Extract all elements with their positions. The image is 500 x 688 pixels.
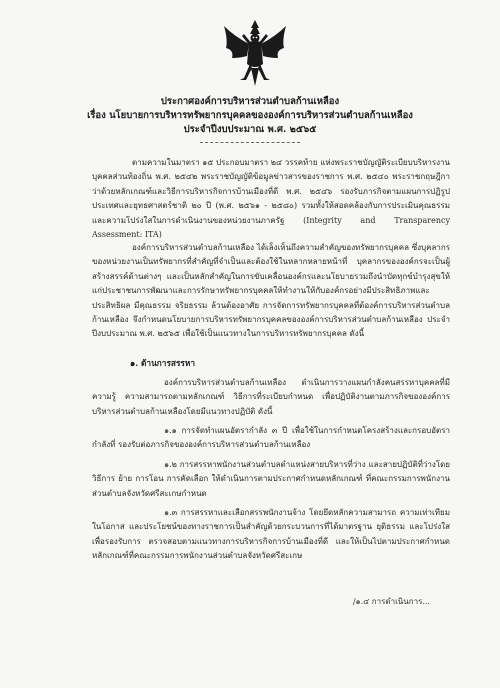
paragraph-item-1-2: ๑.๒ การสรรหาพนักงานส่วนตำบลตำแหน่งสายบริหารที่ว่าง และสายปฏิบัติที่ว่างโดยวิธีการ ย้าย การโอน การคัดเลือก ให้ดำเนินการตามประกาศกำหนดหลักเกณฑ์ ที่คณะกรรมการพนักงานส่วนตำบลจังหวัดศรีสะเกษกำหนด [92, 460, 450, 498]
garuda-emblem-icon [220, 18, 290, 90]
intro-section [92, 156, 450, 242]
item-1-1 [92, 424, 450, 453]
paragraph-recruitment-intro: องค์การบริหารส่วนตำบลก้านเหลือง ดำเนินการวางแผนกำลังคนสรรหาบุคคลที่มีความรู้ ความสามารถตามหลักเกณฑ์ วิธีการที่ระเบียบกำหนด เพื่อปฏิบัติงานตามภารกิจขององค์การบริหารส่วนตำบลก้านเหลืองโดยมีแนวทางปฏิบัติ ดังนี้ [92, 378, 450, 416]
paragraph-policy-statement: องค์การบริหารส่วนตำบลก้านเหลือง ได้เล็งเห็นถึงความสำคัญของทรัพยากรบุคคล ซึ่งบุคลากรของหน่วยงานเป็นทรัพยากรที่สำคัญที่จำเป็นและต้องใช้ในหลากหลายหน้าที่ บุคลากรขององค์กรจะเป็นผู้สร้างสรรค์ด้านต่างๆ และเป็นหลักสำคัญในการขับเคลื่อนองค์กรและนโยบายรวมถึงนำบัดทุกข์บำรุงสุขให้แก่ประชาชนการพัฒนาและการรักษาทรัพยากรบุคคลให้ทำงานให้กับองค์กรอย่างมีประสิทธิภาพและประสิทธิผล มีคุณธรรม จริยธรรม ล้วนต้องอาศัย การจัดการทรัพยากรบุคคลที่ต้องค์การบริหารส่วนตำบลก้านเหลือง จึงกำหนดนโยบายการบริหารทรัพยากรบุคคลขององค์การบริหารส่วนตำบลก้านเหลือง ประจำปีงบประมาณ พ.ศ. ๒๕๖๕ เพื่อใช้เป็นแนวทางในการบริหารทรัพยากรบุคคล ดังนี้ [92, 243, 450, 339]
header-line-3: ประจำปีงบประมาณ พ.ศ. ๒๕๖๕ [183, 124, 317, 135]
page-continuation-note: /๑.๔ การดำเนินการ... [352, 597, 430, 606]
item-1-3 [92, 506, 450, 564]
item-1-2 [92, 458, 450, 501]
header-line-1: ประกาศองค์การบริหารส่วนตำบลก้านเหลือง [160, 96, 340, 107]
paragraph-item-1-1: ๑.๑ การจัดทำแผนอัตรากำลัง ๓ ปี เพื่อใช้ในการกำหนดโครงสร้างและกรอบอัตรากำลังที่ รองรับต่อภารกิจขององค์การบริหารส่วนตำบลก้านเหลือง [92, 426, 450, 450]
section-title-recruitment: ๑. ด้านการสรรหา [130, 358, 196, 368]
document-header [0, 95, 500, 137]
header-line-2: เรื่อง นโยบายการบริหารทรัพยากรบุคคลขององค์การบริหารส่วนตำบลก้านเหลือง [87, 110, 413, 121]
policy-section [92, 241, 450, 342]
paragraph-legal-basis: ตามความในมาตรา ๑๕ ประกอบมาตรา ๒๔ วรรคท้าย แห่งพระราชบัญญัติระเบียบบริหารงานบุคคลส่วนท้องถิ่น พ.ศ. ๒๕๔๒ พระราชบัญญัติข้อมูลข่าวสารของราชการ พ.ศ. ๒๕๔๐ พระราชกฤษฎีกาว่าด้วยหลักเกณฑ์และวิธีการบริหารกิจการบ้านเมืองที่ดี พ.ศ. ๒๕๔๖ รองรับภารกิจตามแผนการปฏิรูปประเทศและยุทธศาสตร์ชาติ ๒๐ ปี (พ.ศ. ๒๕๖๑ - ๒๕๘๐) รวมทั้งให้สอดคล้องกับการประเมินคุณธรรมและความโปร่งใสในการดำเนินงานของหน่วยงานภาครัฐ (Integrity and Transparency Assessment: ITA) [92, 158, 450, 240]
paragraph-item-1-3: ๑.๓ การสรรหาและเลือกสรรพนักงานจ้าง โดยยึดหลักความสามารถ ความเท่าเทียมในโอกาส และประโยชน์ของทางราชการเป็นสำคัญด้วยกระบวนการที่ได้มาตรฐาน ยุติธรรม และโปร่งใส เพื่อรองรับการ ตรวจสอบตามแนวทางการบริหารกิจการบ้านเมืองที่ดี และให้เป็นไปตามประกาศกำหนดหลักเกณฑ์ที่คณะกรรมการพนักงานส่วนตำบลจังหวัดศรีสะเกษ [92, 508, 450, 561]
recruitment-section [92, 376, 450, 419]
header-divider [200, 142, 300, 143]
